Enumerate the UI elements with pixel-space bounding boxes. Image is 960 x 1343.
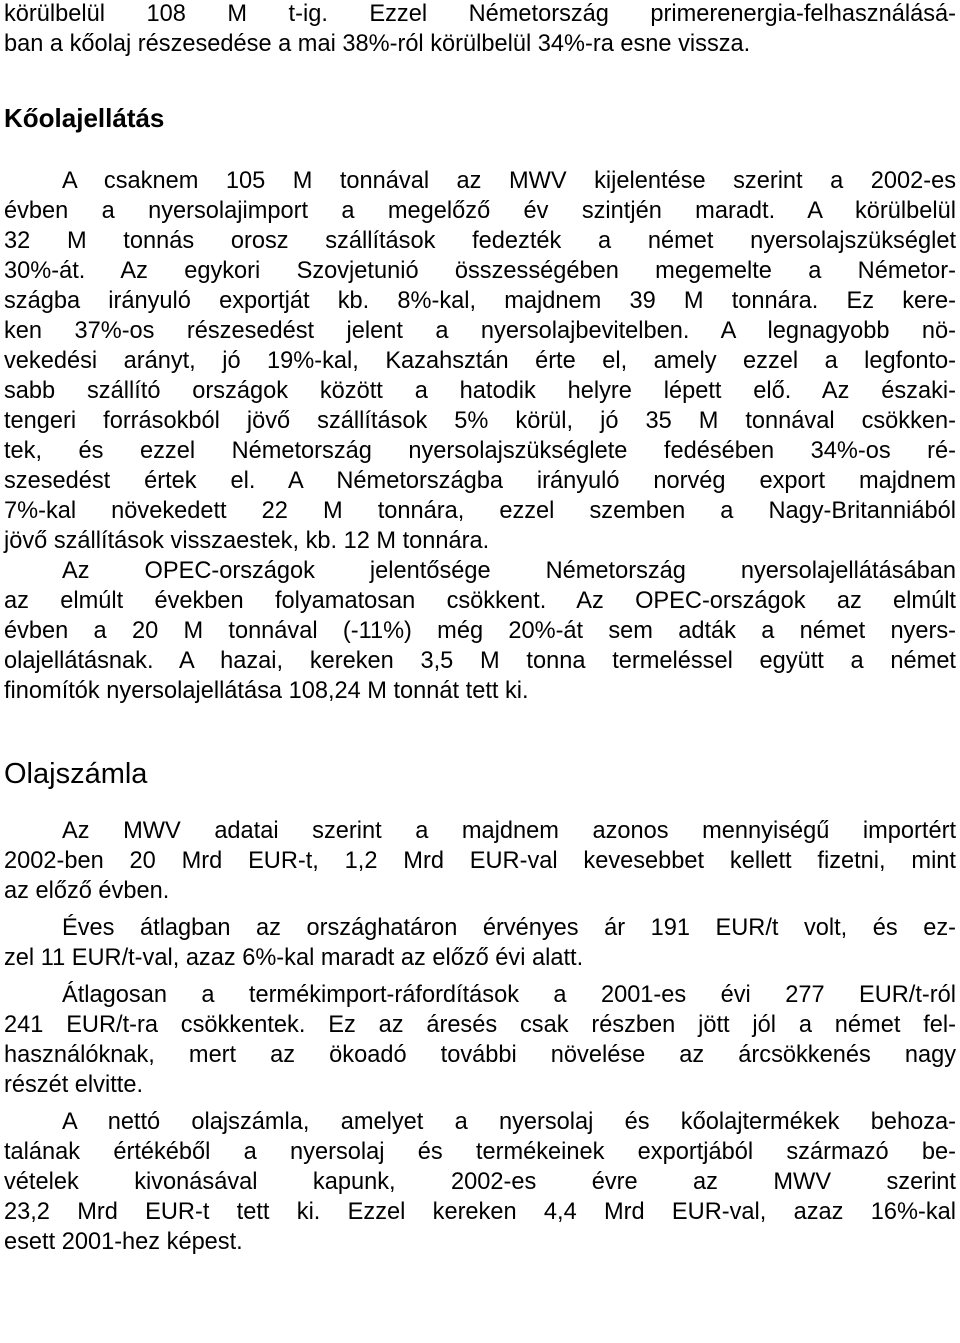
text-line: Éves átlagban az országhatáron érvényes ár 191 EUR/t volt, és ez- (62, 915, 956, 941)
text-line: vételek kivonásával kapunk, 2002-es évre az MWV szerint (4, 1169, 956, 1195)
text-line: 23,2 Mrd EUR-t tett ki. Ezzel kereken 4,4 Mrd EUR-val, azaz 16%-kal (4, 1199, 956, 1225)
text-line: zel 11 EUR/t-val, azaz 6%-kal maradt az előző évi alatt. (4, 945, 584, 971)
text-line: vekedési arányt, jó 19%-kal, Kazahsztán érte el, amely ezzel a legfonto- (4, 348, 956, 374)
text-line: Az OPEC-országok jelentősége Németország nyersolajellátásában (62, 558, 956, 584)
text-line: olajellátásnak. A hazai, kereken 3,5 M tonna termeléssel együtt a német (4, 648, 956, 674)
section-heading-olajszamla: Olajszámla (4, 758, 148, 790)
text-line: részét elvitte. (4, 1072, 143, 1098)
text-line: sabb szállító országok között a hatodik helyre lépett elő. Az északi- (4, 378, 956, 404)
text-line: 30%-át. Az egykori Szovjetunió összességében megemelte a Németor- (4, 258, 956, 284)
text-line: 2002-ben 20 Mrd EUR-t, 1,2 Mrd EUR-val kevesebbet kellett fizetni, mint (4, 848, 956, 874)
text-line: Átlagosan a termékimport-ráfordítások a 2001-es évi 277 EUR/t-ról (62, 982, 956, 1008)
text-line: 32 M tonnás orosz szállítások fedezték a német nyersolajszükséglet (4, 228, 956, 254)
text-line: évben a 20 M tonnával (-11%) még 20%-át sem adták a német nyers- (4, 618, 956, 644)
text-line: talának értékéből a nyersolaj és termékeinek exportjából származó be- (4, 1139, 956, 1165)
text-line: 241 EUR/t-ra csökkentek. Ez az áresés csak részben jött jól a német fel- (4, 1012, 956, 1038)
text-line: jövő szállítások visszaestek, kb. 12 M tonnára. (4, 528, 490, 554)
section-heading-koolajellatas: Kőolajellátás (4, 103, 165, 133)
text-line: A csaknem 105 M tonnával az MWV kijelentése szerint a 2002-es (62, 168, 956, 194)
text-line: A nettó olajszámla, amelyet a nyersolaj és kőolajtermékek behoza- (62, 1109, 956, 1135)
text-line: az előző évben. (4, 878, 170, 904)
text-line: évben a nyersolajimport a megelőző év szintjén maradt. A körülbelül (4, 198, 956, 224)
text-line: használóknak, mert az ökoadó további növelése az árcsökkenés nagy (4, 1042, 956, 1068)
text-line: 7%-kal növekedett 22 M tonnára, ezzel szemben a Nagy-Britanniából (4, 498, 956, 524)
text-line: szesedést értek el. A Németországba irányuló norvég export majdnem (4, 468, 956, 494)
text-line: finomítók nyersolajellátása 108,24 M tonnát tett ki. (4, 678, 529, 704)
text-line: esett 2001-hez képest. (4, 1229, 243, 1255)
text-line: az elmúlt években folyamatosan csökkent. Az OPEC-országok az elmúlt (4, 588, 956, 614)
text-line: szágba irányuló exportját kb. 8%-kal, majdnem 39 M tonnára. Ez kere- (4, 288, 956, 314)
text-line: ban a kőolaj részesedése a mai 38%-ról körülbelül 34%-ra esne vissza. (4, 31, 751, 57)
text-line: tengeri forrásokból jövő szállítások 5% körül, jó 35 M tonnával csökken- (4, 408, 956, 434)
text-line: tek, és ezzel Németország nyersolajszükséglete fedésében 34%-os ré- (4, 438, 956, 464)
text-line: Az MWV adatai szerint a majdnem azonos mennyiségű importért (62, 818, 956, 844)
text-line: ken 37%-os részesedést jelent a nyersolajbevitelben. A legnagyobb nö- (4, 318, 956, 344)
text-line: körülbelül 108 M t-ig. Ezzel Németország primerenergia-felhasználásá- (4, 1, 956, 27)
